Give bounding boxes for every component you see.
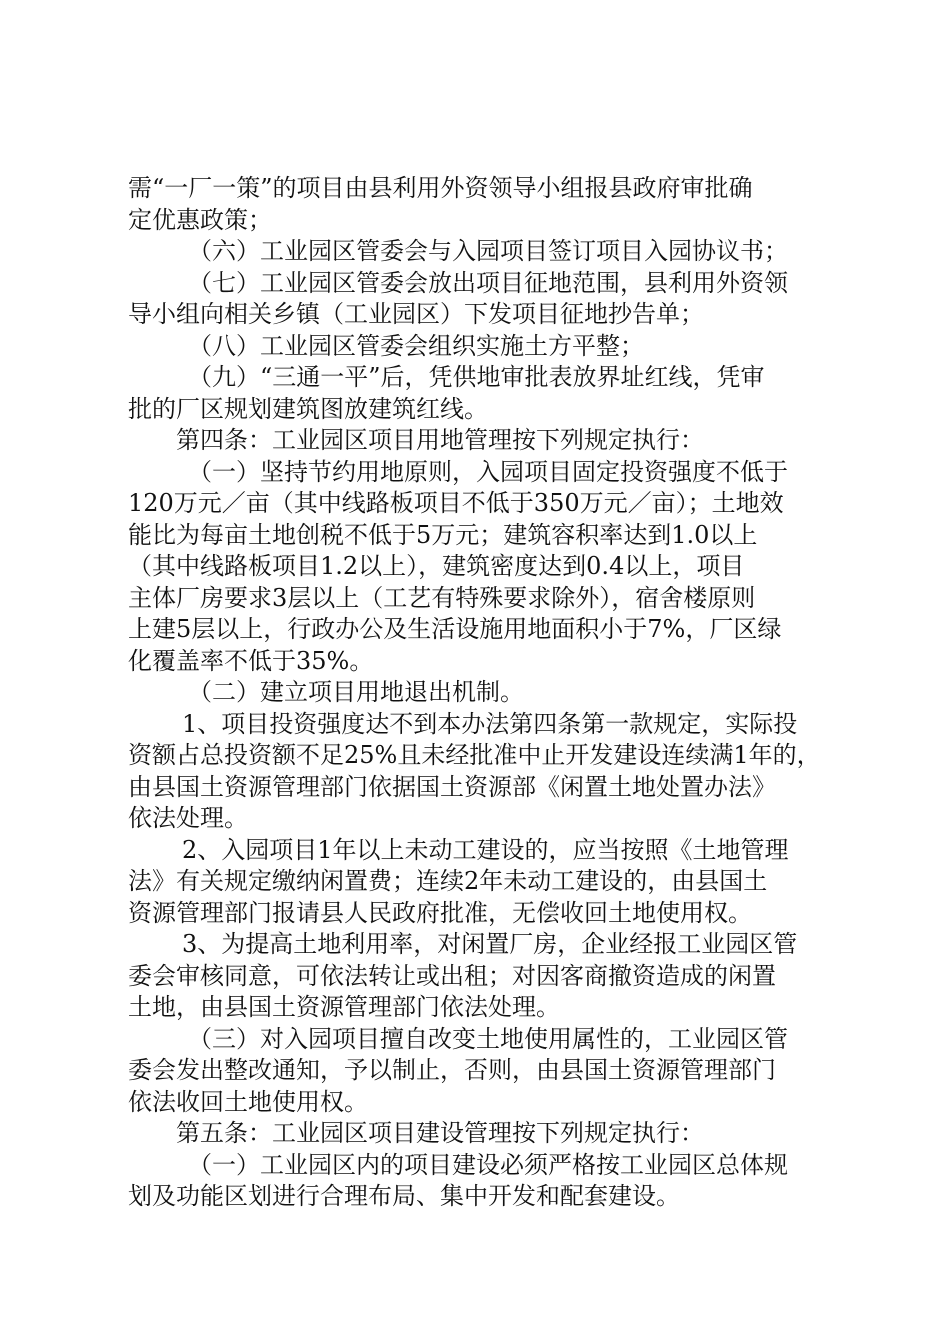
text-line: （一）坚持节约用地原则，入园项目固定投资强度不低于 <box>188 457 788 486</box>
text-line: （六）工业园区管委会与入园项目签订项目入园协议书； <box>188 237 788 265</box>
text-line: 导小组向相关乡镇（工业园区）下发项目征地抄告单； <box>128 300 704 328</box>
text-line: （三）对入园项目擅自改变土地使用属性的，工业园区管 <box>188 1024 788 1053</box>
text-line: 120万元／亩（其中线路板项目不低于350万元／亩）；土地效 <box>128 489 784 517</box>
text-line: 第四条：工业园区项目用地管理按下列规定执行： <box>176 426 704 454</box>
text-line: 3、为提高土地利用率，对闲置厂房，企业经报工业园区管 <box>182 930 798 958</box>
text-line: 由县国土资源管理部门依据国土资源部《闲置土地处置办法》 <box>128 772 776 801</box>
text-line: 能比为每亩土地创税不低于5万元；建筑容积率达到1.0以上 <box>128 520 758 549</box>
text-line: 上建5层以上，行政办公及生活设施用地面积小于7%，厂区绿 <box>128 615 782 643</box>
document-body <box>128 173 833 1213</box>
text-line: 委会审核同意，可依法转让或出租；对因客商撤资造成的闲置 <box>128 961 776 990</box>
text-line: 依法收回土地使用权。 <box>128 1087 368 1116</box>
text-line: 2、入园项目1年以上未动工建设的，应当按照《土地管理 <box>182 835 789 864</box>
text-line: 定优惠政策； <box>128 205 272 234</box>
text-line: 需“一厂一策”的项目由县利用外资领导小组报县政府审批确 <box>128 174 753 202</box>
text-line: 依法处理。 <box>128 804 248 832</box>
text-line: 划及功能区划进行合理布局、集中开发和配套建设。 <box>128 1182 680 1210</box>
text-line: （一）工业园区内的项目建设必须严格按工业园区总体规 <box>188 1150 788 1179</box>
text-line: （八）工业园区管委会组织实施土方平整； <box>188 331 644 360</box>
text-line: （九）“三通一平”后，凭供地审批表放界址红线，凭审 <box>188 363 765 391</box>
text-line: （七）工业园区管委会放出项目征地范围，县利用外资领 <box>188 268 788 297</box>
text-line: 资源管理部门报请县人民政府批准，无偿收回土地使用权。 <box>128 898 752 927</box>
text-line: 资额占总投资额不足25%且未经批准中止开发建设连续满1年的， <box>128 741 821 769</box>
text-line: 委会发出整改通知，予以制止，否则，由县国土资源管理部门 <box>128 1056 776 1084</box>
text-line: （二）建立项目用地退出机制。 <box>188 678 524 706</box>
text-line: 批的厂区规划建筑图放建筑红线。 <box>128 394 488 423</box>
text-line: 1、项目投资强度达不到本办法第四条第一款规定，实际投 <box>182 709 798 738</box>
text-line: 第五条：工业园区项目建设管理按下列规定执行： <box>176 1119 704 1147</box>
text-line: 主体厂房要求3层以上（工艺有特殊要求除外），宿舍楼原则 <box>128 583 756 612</box>
text-line: 化覆盖率不低于35%。 <box>128 646 374 675</box>
text-line: （其中线路板项目1.2以上），建筑密度达到0.4以上，项目 <box>128 552 745 580</box>
text-line: 法》有关规定缴纳闲置费；连续2年未动工建设的，由县国土 <box>128 867 768 895</box>
text-line: 土地，由县国土资源管理部门依法处理。 <box>128 993 560 1021</box>
